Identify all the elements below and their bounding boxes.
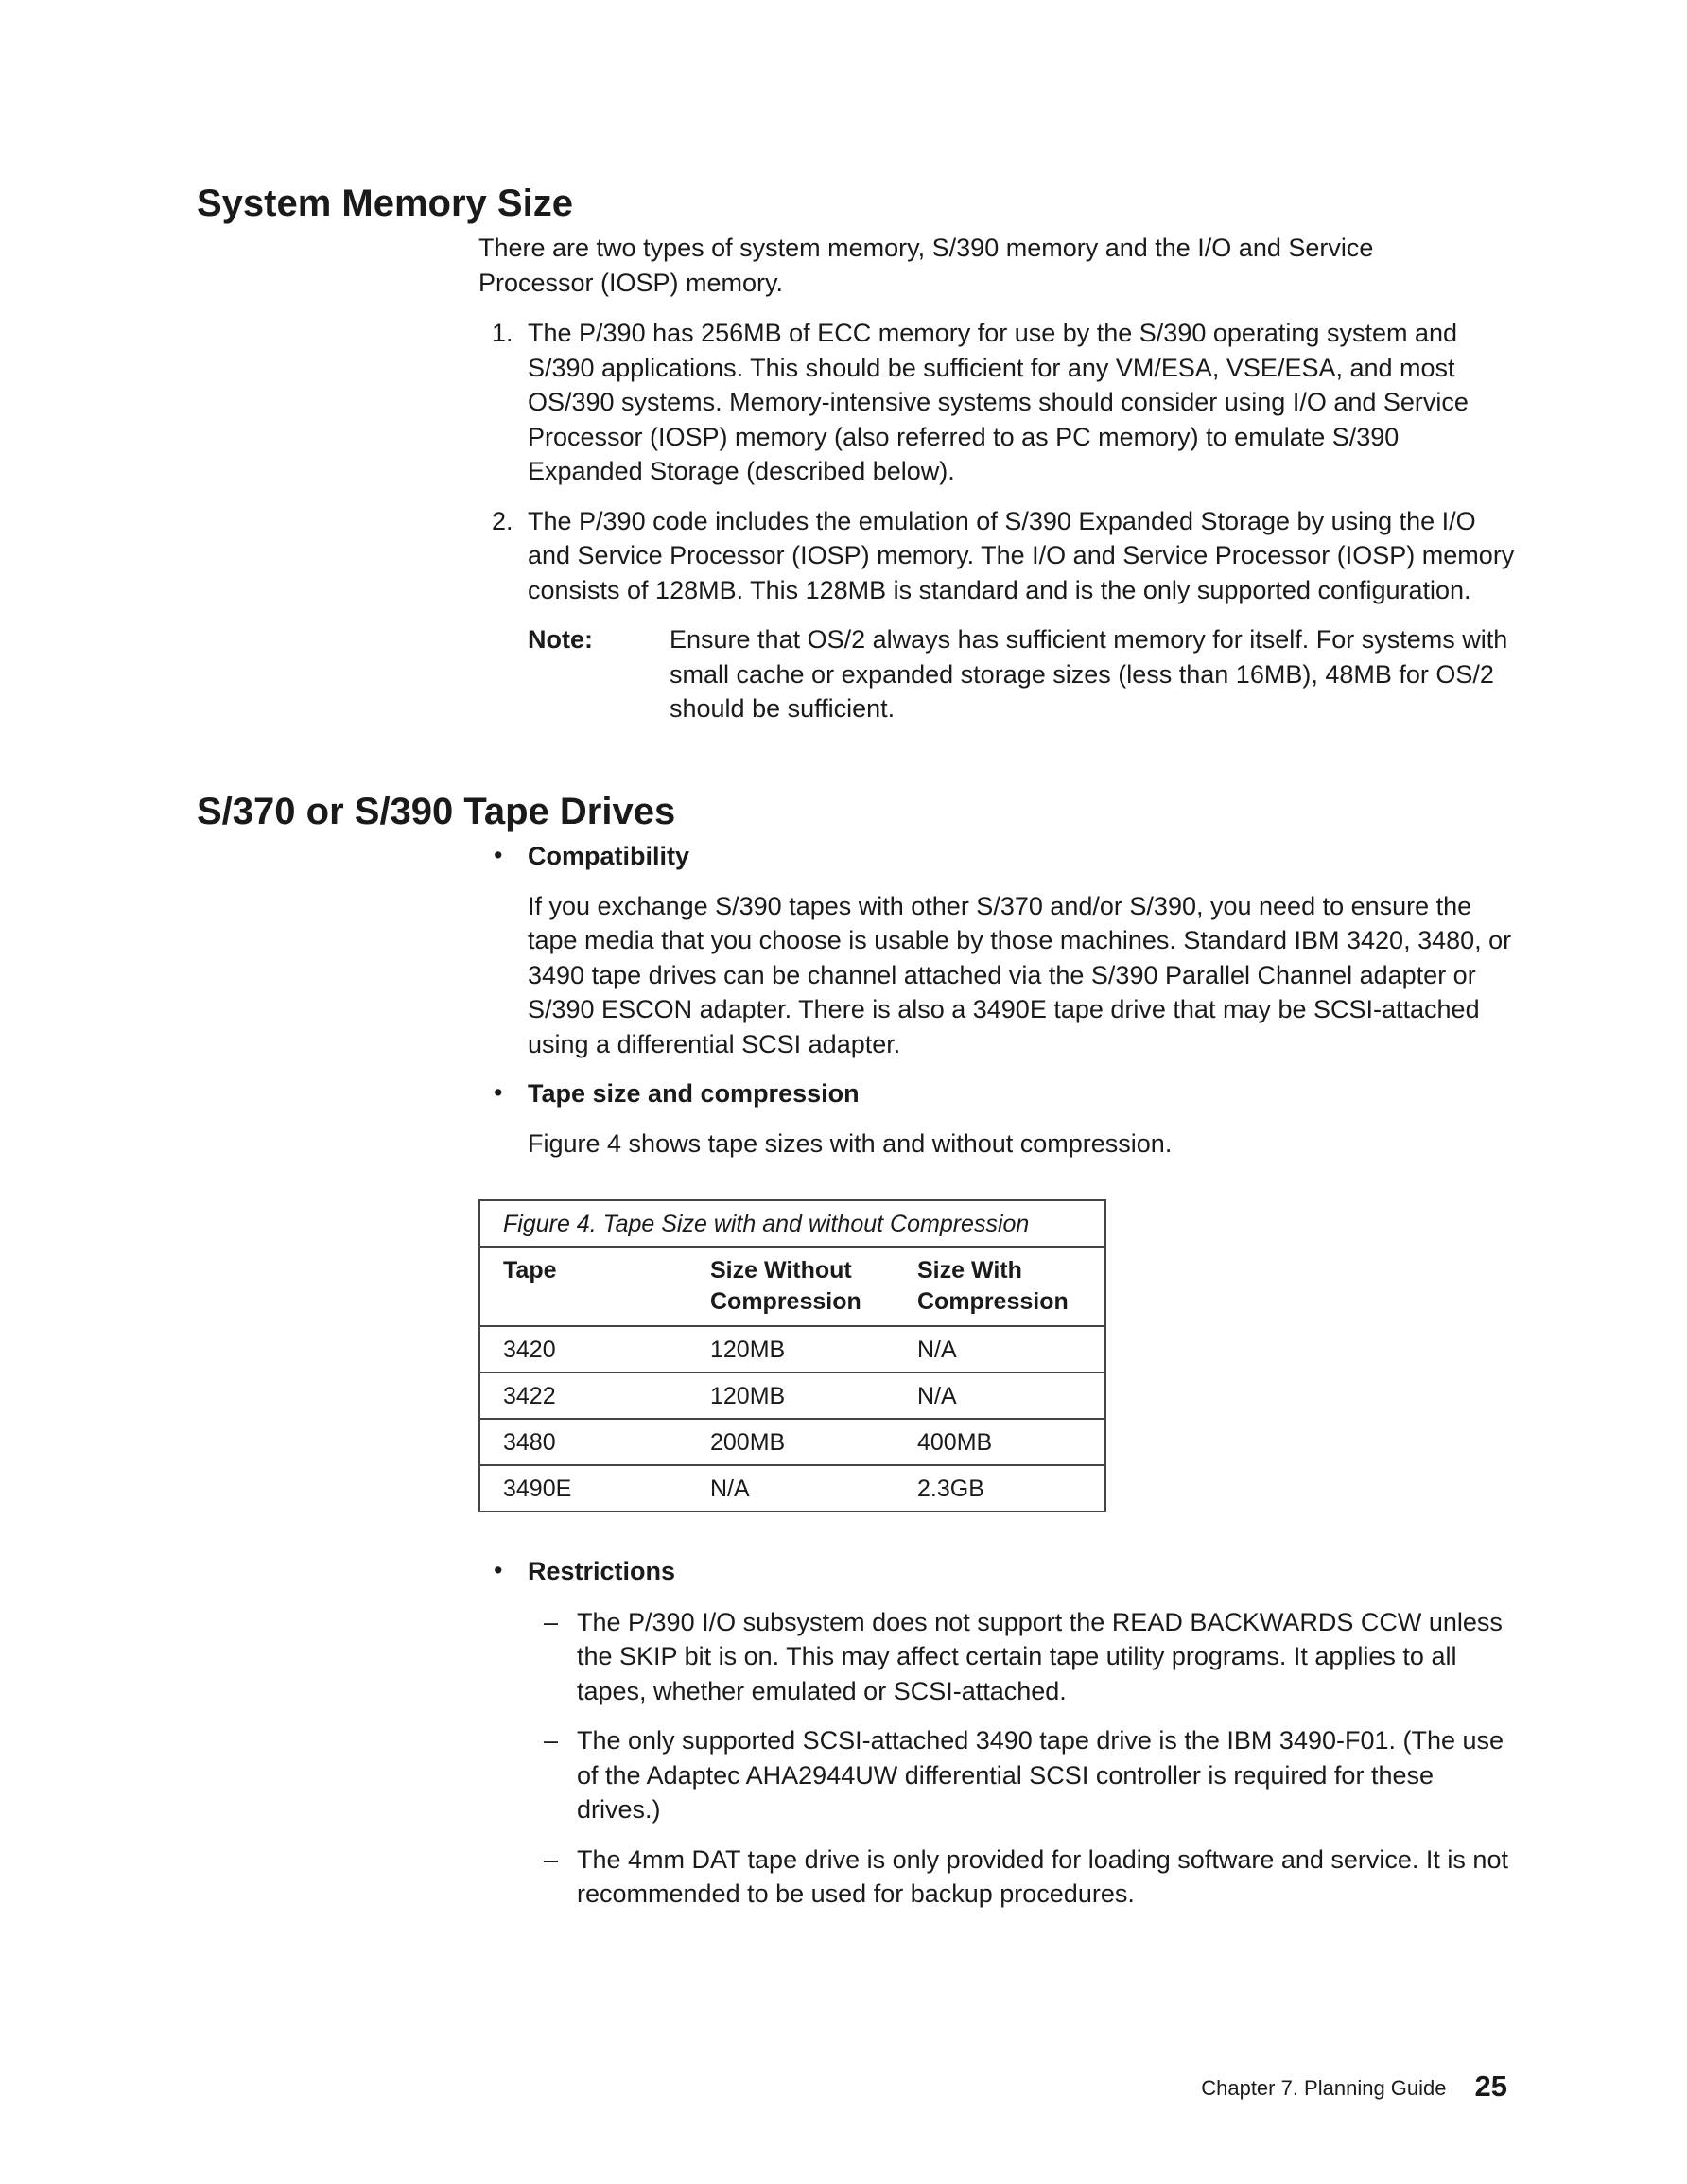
note-label: Note: — [528, 625, 593, 654]
dash-icon: – — [544, 1607, 559, 1636]
restriction-text: The P/390 I/O subsystem does not support the READ BACKWARDS CCW unless the SKIP bit is on. This may affect certain tape utility programs. It applies to all tapes, whether emulated or SCSI-attached. — [577, 1607, 1503, 1705]
page-number: 25 — [1474, 2070, 1507, 2103]
dash-icon: – — [544, 1844, 559, 1874]
table-cell: 2.3GB — [895, 1465, 1105, 1511]
table-cell: 120MB — [687, 1326, 895, 1372]
footer-chapter: Chapter 7. Planning Guide — [1201, 2076, 1447, 2100]
table-header-row — [479, 1247, 1105, 1326]
note-block — [528, 622, 1519, 726]
table-cell: 400MB — [895, 1419, 1105, 1465]
numbered-list — [478, 316, 1519, 726]
list-item — [478, 1605, 1519, 1709]
column-header: Size With Compression — [895, 1247, 1105, 1326]
table-row — [479, 1326, 1105, 1372]
bullet-icon: • — [494, 1556, 503, 1584]
list-item-text: The P/390 has 256MB of ECC memory for use by the S/390 operating system and S/390 applications. This should be sufficient for any VM/ESA, VSE/ESA, and most OS/390 systems. Memory-intensive systems should consider using I/O and Service Processor (IOSP) memory (also referred to as PC memory) to emulate S/390 Expanded Storage (described below). — [528, 319, 1469, 485]
figure-caption: Figure 4. Tape Size with and without Compression — [479, 1200, 1105, 1247]
restriction-text: The only supported SCSI-attached 3490 tape drive is the IBM 3490-F01. (The use of the Adaptec AHA2944UW differential SCSI controller is required for these drives.) — [577, 1726, 1504, 1824]
note-text: Ensure that OS/2 always has sufficient memory for itself. For systems with small cache or expanded storage sizes (less than 16MB), 48MB for OS/2 should be sufficient. — [670, 625, 1508, 723]
bullet-icon: • — [494, 841, 503, 869]
page-footer — [1201, 2068, 1507, 2107]
dash-icon: – — [544, 1726, 559, 1755]
table-cell: N/A — [895, 1326, 1105, 1372]
table-row — [479, 1419, 1105, 1465]
list-item — [478, 504, 1519, 608]
table-cell: N/A — [895, 1372, 1105, 1419]
section-heading-system-memory: System Memory Size — [197, 183, 573, 224]
list-item — [478, 316, 1519, 489]
list-item — [478, 1843, 1519, 1912]
restriction-text: The 4mm DAT tape drive is only provided for loading software and service. It is not recommended to be used for backup procedures. — [577, 1844, 1508, 1908]
bullet-title: Compatibility — [528, 842, 690, 870]
list-item — [478, 1723, 1519, 1827]
tape-size-text: Figure 4 shows tape sizes with and without compression. — [528, 1128, 1173, 1158]
table-row — [479, 1465, 1105, 1511]
bullet-item-restrictions — [478, 1554, 1519, 1589]
list-number: 2. — [492, 506, 513, 535]
table-cell: 200MB — [687, 1419, 895, 1465]
column-header: Tape — [479, 1247, 687, 1326]
bullet-item-tape-size — [478, 1076, 1519, 1161]
compatibility-text: If you exchange S/390 tapes with other S/370 and/or S/390, you need to ensure the tape media that you choose is usable by those machines. Standard IBM 3420, 3480, or 3490 tape drives can be channel attached via the S/390 Parallel Channel adapter or S/390 ESCON adapter. There is also a 3490E tape drive that may be SCSI-attached using a differential SCSI adapter. — [528, 891, 1512, 1058]
table-cell: 3480 — [479, 1419, 687, 1465]
bullet-item-compatibility — [478, 839, 1519, 1061]
system-memory-body — [478, 231, 1519, 726]
tape-drives-body — [478, 839, 1519, 1927]
table-cell: 3490E — [479, 1465, 687, 1511]
list-item-text: The P/390 code includes the emulation of S/390 Expanded Storage by using the I/O and Service Processor (IOSP) memory. The I/O and Service Processor (IOSP) memory consists of 128MB. This 128MB is standard and is the only supported configuration. — [528, 506, 1515, 604]
bullet-icon: • — [494, 1078, 503, 1107]
table-cell: N/A — [687, 1465, 895, 1511]
table-cell: 120MB — [687, 1372, 895, 1419]
table-cell: 3422 — [479, 1372, 687, 1419]
bullet-title: Tape size and compression — [528, 1079, 860, 1108]
bullet-title: Restrictions — [528, 1557, 676, 1585]
table-row — [479, 1372, 1105, 1419]
section-heading-tape-drives: S/370 or S/390 Tape Drives — [197, 791, 676, 832]
column-header: Size Without Compression — [687, 1247, 895, 1326]
restrictions-list — [478, 1605, 1519, 1912]
list-number: 1. — [492, 319, 513, 347]
figure-table — [478, 1199, 1106, 1512]
figure-caption-row — [479, 1200, 1105, 1247]
system-memory-intro: There are two types of system memory, S/390 memory and the I/O and Service Processor (IOSP) memory. — [478, 234, 1374, 297]
table-cell: 3420 — [479, 1326, 687, 1372]
